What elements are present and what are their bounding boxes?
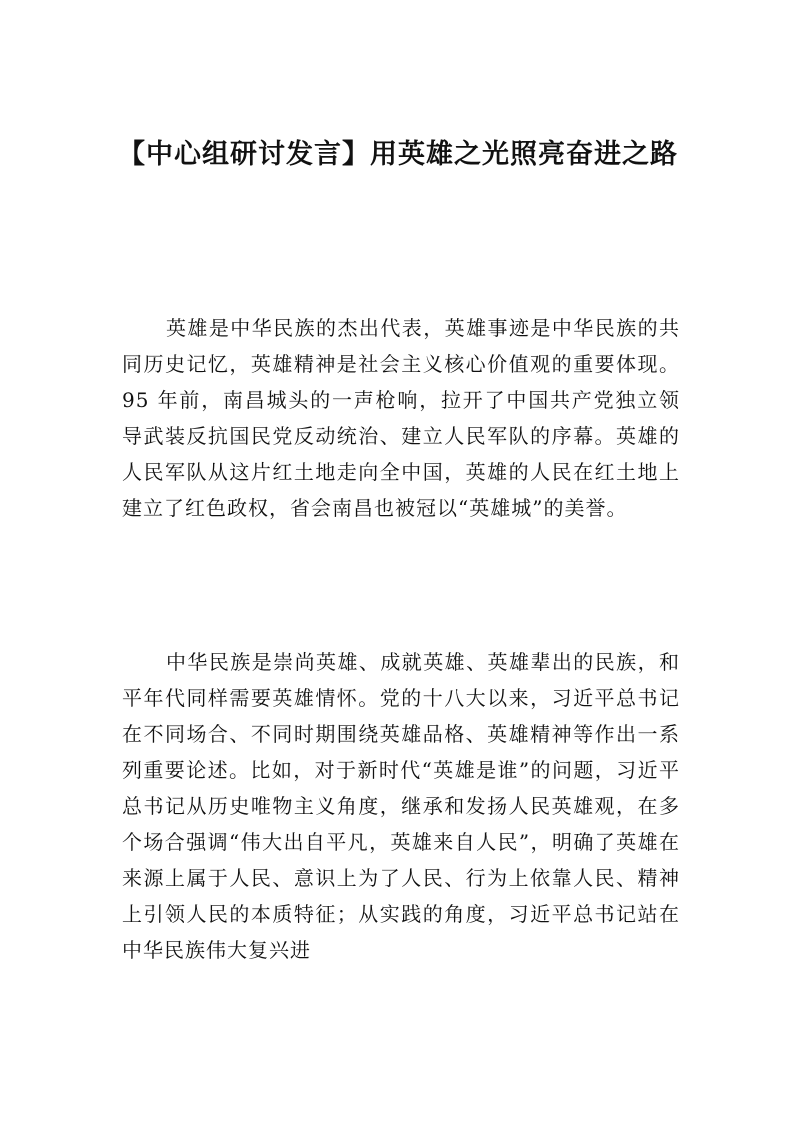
paragraph-2: 中华民族是崇尚英雄、成就英雄、英雄辈出的民族，和平年代同样需要英雄情怀。党的十八大以来，习近平总书记在不同场合、不同时期围绕英雄品格、英雄精神等作出一系列重要论述。比如，对于新时代“英雄是谁”的问题，习近平总书记从历史唯物主义角度，继承和发扬人民英雄观，在多个场合强调“伟大出自平凡，英雄来自人民”，明确了英雄在来源上属于人民、意识上为了人民、行为上依靠人民、精神上引领人民的本质特征；从实践的角度，习近平总书记站在中华民族伟大复兴进: [122, 650, 680, 962]
document-title: 【中心组研讨发言】用英雄之光照亮奋进之路: [118, 139, 678, 170]
paragraph-1: 英雄是中华民族的杰出代表，英雄事迹是中华民族的共同历史记忆，英雄精神是社会主义核心价值观的重要体现。95 年前，南昌城头的一声枪响，拉开了中国共产党独立领导武装反抗国民党反动统治、建立人民军队的序幕。英雄的人民军队从这片红土地走向全中国，英雄的人民在红土地上建立了红色政权，省会南昌也被冠以“英雄城”的美誉。: [122, 316, 680, 520]
